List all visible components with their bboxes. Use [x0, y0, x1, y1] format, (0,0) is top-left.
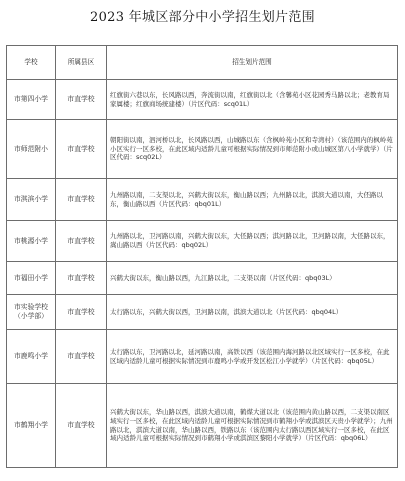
header-school: 学校: [7, 46, 56, 80]
district-name: 市直学校: [56, 221, 107, 262]
zone-range: 朝阳街以南，泗河桥以北，长风路以西，山城路以东（含枫岭苑小区和寺湾村）（该范围内的枫岭苑小区实行一区多校，在此区域内适龄儿童可根据实际情况到市师范附小或山城区第八小学就学）（片区代码：scq02L）: [107, 120, 398, 179]
table-row: [7, 295, 398, 330]
table-row: [7, 384, 398, 468]
school-name: 市鹿鸣小学: [7, 330, 56, 384]
district-name: 市直学校: [56, 120, 107, 179]
school-name: 市第四小学: [7, 80, 56, 120]
district-name: 市直学校: [56, 262, 107, 295]
zone-range: 兴鹤大街以东，华山路以西，淇滨大道以南，鹤煤大道以北（该范围内黄山路以西，二支渠以南区域实行一区多校，在此区域内适龄儿童可根据实际情况到市鹤翔小学或淇滨区天贵小学就学）；九州路以北，淇滨大道以南，华山路以西，铁路以东（该范围内太行路以西区域实行一区多校，在此区域内适龄儿童可根据实际情况到市鹤翔小学或淇滨区黎阳小学就学）（片区代码：qbq06L）: [107, 384, 398, 468]
school-name: 市淇滨小学: [7, 179, 56, 221]
district-name: 市直学校: [56, 80, 107, 120]
district-name: 市直学校: [56, 384, 107, 468]
zone-range: 兴鹤大街以东，衡山路以西，九江路以北，二支渠以南（片区代码：qbq03L）: [107, 262, 398, 295]
district-name: 市直学校: [56, 295, 107, 330]
school-name: 市实验学校（小学部）: [7, 295, 56, 330]
school-name: 市师范附小: [7, 120, 56, 179]
zone-range: 九州路以南，二支渠以北，兴鹤大街以东，衡山路以西；九州路以北，淇滨大道以南，大伾路以东，衡山路以西（片区代码：qbq01L）: [107, 179, 398, 221]
table-row: [7, 262, 398, 295]
table-row: [7, 120, 398, 179]
table-header-row: [7, 46, 398, 80]
school-name: 市鹤翔小学: [7, 384, 56, 468]
header-range: 招生划片范围: [107, 46, 398, 80]
zone-range: 太行路以东，兴鹤大街以西，卫河路以南，淇滨大道以北（片区代码：qbq04L）: [107, 295, 398, 330]
district-name: 市直学校: [56, 179, 107, 221]
document-title: 2023 年城区部分中小学招生划片范围: [90, 10, 315, 25]
zone-range: 太行路以东，卫河路以北，延河路以南，高铁以西（该范围内海河路以北区域实行一区多校，在此区域内适龄儿童可根据实际情况到市鹿鸣小学或开发区松江小学就学）（片区代码：qbq05L）: [107, 330, 398, 384]
table-row: [7, 80, 398, 120]
table-row: [7, 221, 398, 262]
table-row: [7, 330, 398, 384]
zone-range: 九州路以北，卫河路以南，兴鹤大街以东，大伾路以西；淇河路以北，卫河路以南，大伾路以东，嵩山路以西（片区代码：qbq02L）: [107, 221, 398, 262]
table-row: [7, 179, 398, 221]
enrollment-zone-table: [6, 45, 398, 468]
school-name: 市福田小学: [7, 262, 56, 295]
header-district: 所属县区: [56, 46, 107, 80]
zone-range: 红旗街六巷以东，长风路以西，奔流街以南，红旗街以北（含馨苑小区花园秀马路以北；老教育局家属楼；红旗商场统建楼）（片区代码：scq01L）: [107, 80, 398, 120]
district-name: 市直学校: [56, 330, 107, 384]
school-name: 市桃源小学: [7, 221, 56, 262]
